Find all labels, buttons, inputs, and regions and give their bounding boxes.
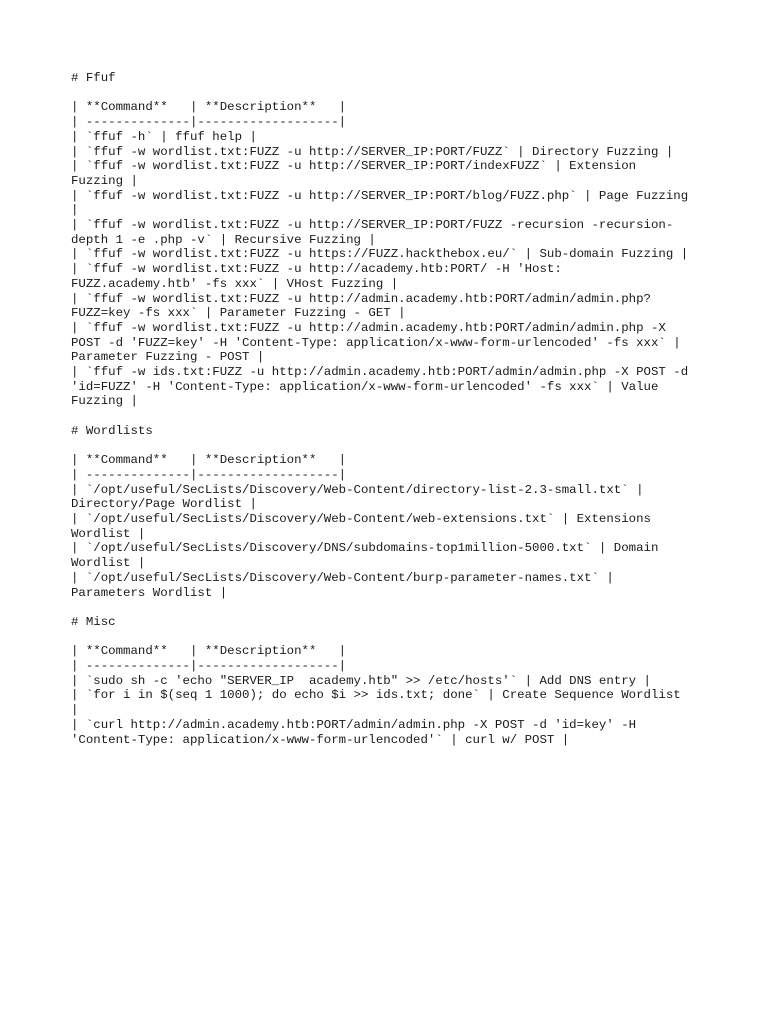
text-line: | `ffuf -w wordlist.txt:FUZZ -u http://SERVER_IP:PORT/blog/FUZZ.php` | Page Fuzzing <box>71 188 689 203</box>
blank-line <box>71 439 711 454</box>
text-line: Parameters Wordlist | <box>71 585 228 600</box>
text-line: | <box>71 703 79 718</box>
blank-line <box>71 600 711 615</box>
text-line: | `curl http://admin.academy.htb:PORT/admin/admin.php -X POST -d 'id=key' -H <box>71 717 637 732</box>
text-line: Parameter Fuzzing - POST | <box>71 350 265 365</box>
text-line: | `ffuf -w wordlist.txt:FUZZ -u https://FUZZ.hackthebox.eu/` | Sub-domain Fuzzing | <box>71 247 689 262</box>
text-line: | `sudo sh -c 'echo "SERVER_IP academy.htb" >> /etc/hosts'` | Add DNS entry | <box>71 673 651 688</box>
blank-line <box>71 630 711 645</box>
text-line: | `ffuf -w ids.txt:FUZZ -u http://admin.academy.htb:PORT/admin/admin.php -X POST -d <box>71 365 689 380</box>
text-line: Directory/Page Wordlist | <box>71 497 257 512</box>
text-line: | `/opt/useful/SecLists/Discovery/Web-Content/web-extensions.txt` | Extensions <box>71 512 651 527</box>
text-line: | `/opt/useful/SecLists/Discovery/DNS/subdomains-top1million-5000.txt` | Domain <box>71 541 659 556</box>
text-line: 'Content-Type: application/x-www-form-urlencoded'` | curl w/ POST | <box>71 732 570 747</box>
text-line: | `for i in $(seq 1 1000); do echo $i >> ids.txt; done` | Create Sequence Wordlist <box>71 688 681 703</box>
text-line: | `ffuf -w wordlist.txt:FUZZ -u http://admin.academy.htb:PORT/admin/admin.php? <box>71 291 651 306</box>
text-line: | `/opt/useful/SecLists/Discovery/Web-Content/burp-parameter-names.txt` | <box>71 570 614 585</box>
section-heading: # Misc <box>71 614 116 629</box>
text-line: | **Command** | **Description** | <box>71 100 347 115</box>
text-line: 'id=FUZZ' -H 'Content-Type: application/x-www-form-urlencoded' -fs xxx` | Value <box>71 379 659 394</box>
text-line: | `ffuf -w wordlist.txt:FUZZ -u http://SERVER_IP:PORT/FUZZ -recursion -recursion- <box>71 218 674 233</box>
section-heading: # Ffuf <box>71 71 116 85</box>
text-line: | `ffuf -w wordlist.txt:FUZZ -u http://admin.academy.htb:PORT/admin/admin.php -X <box>71 320 666 335</box>
section-ffuf <box>71 71 711 424</box>
text-line: | `ffuf -w wordlist.txt:FUZZ -u http://SERVER_IP:PORT/indexFUZZ` | Extension <box>71 159 637 174</box>
text-line: | --------------|-------------------| <box>71 115 347 130</box>
text-line: | --------------|-------------------| <box>71 659 347 674</box>
text-line: POST -d 'FUZZ=key' -H 'Content-Type: application/x-www-form-urlencoded' -fs xxx` | <box>71 335 681 350</box>
text-line: | **Command** | **Description** | <box>71 644 347 659</box>
document-page <box>71 71 711 747</box>
text-line: | `/opt/useful/SecLists/Discovery/Web-Content/directory-list-2.3-small.txt` | <box>71 482 644 497</box>
section-wordlists <box>71 424 711 615</box>
text-line: | `ffuf -w wordlist.txt:FUZZ -u http://SERVER_IP:PORT/FUZZ` | Directory Fuzzing | <box>71 144 674 159</box>
text-line: | --------------|-------------------| <box>71 467 347 482</box>
blank-line <box>71 409 711 424</box>
text-line: Wordlist | <box>71 526 146 541</box>
text-line: Fuzzing | <box>71 173 138 188</box>
text-line: depth 1 -e .php -v` | Recursive Fuzzing | <box>71 232 376 247</box>
text-line: FUZZ.academy.htb' -fs xxx` | VHost Fuzzing | <box>71 276 399 291</box>
text-line: | **Command** | **Description** | <box>71 453 347 468</box>
blank-line <box>71 86 711 101</box>
text-line: | <box>71 203 79 218</box>
section-misc <box>71 615 711 747</box>
text-line: | `ffuf -h` | ffuf help | <box>71 129 257 144</box>
section-heading: # Wordlists <box>71 423 153 438</box>
text-line: Fuzzing | <box>71 394 138 409</box>
text-line: Wordlist | <box>71 556 146 571</box>
text-line: FUZZ=key -fs xxx` | Parameter Fuzzing - GET | <box>71 306 406 321</box>
text-line: | `ffuf -w wordlist.txt:FUZZ -u http://academy.htb:PORT/ -H 'Host: <box>71 262 562 277</box>
